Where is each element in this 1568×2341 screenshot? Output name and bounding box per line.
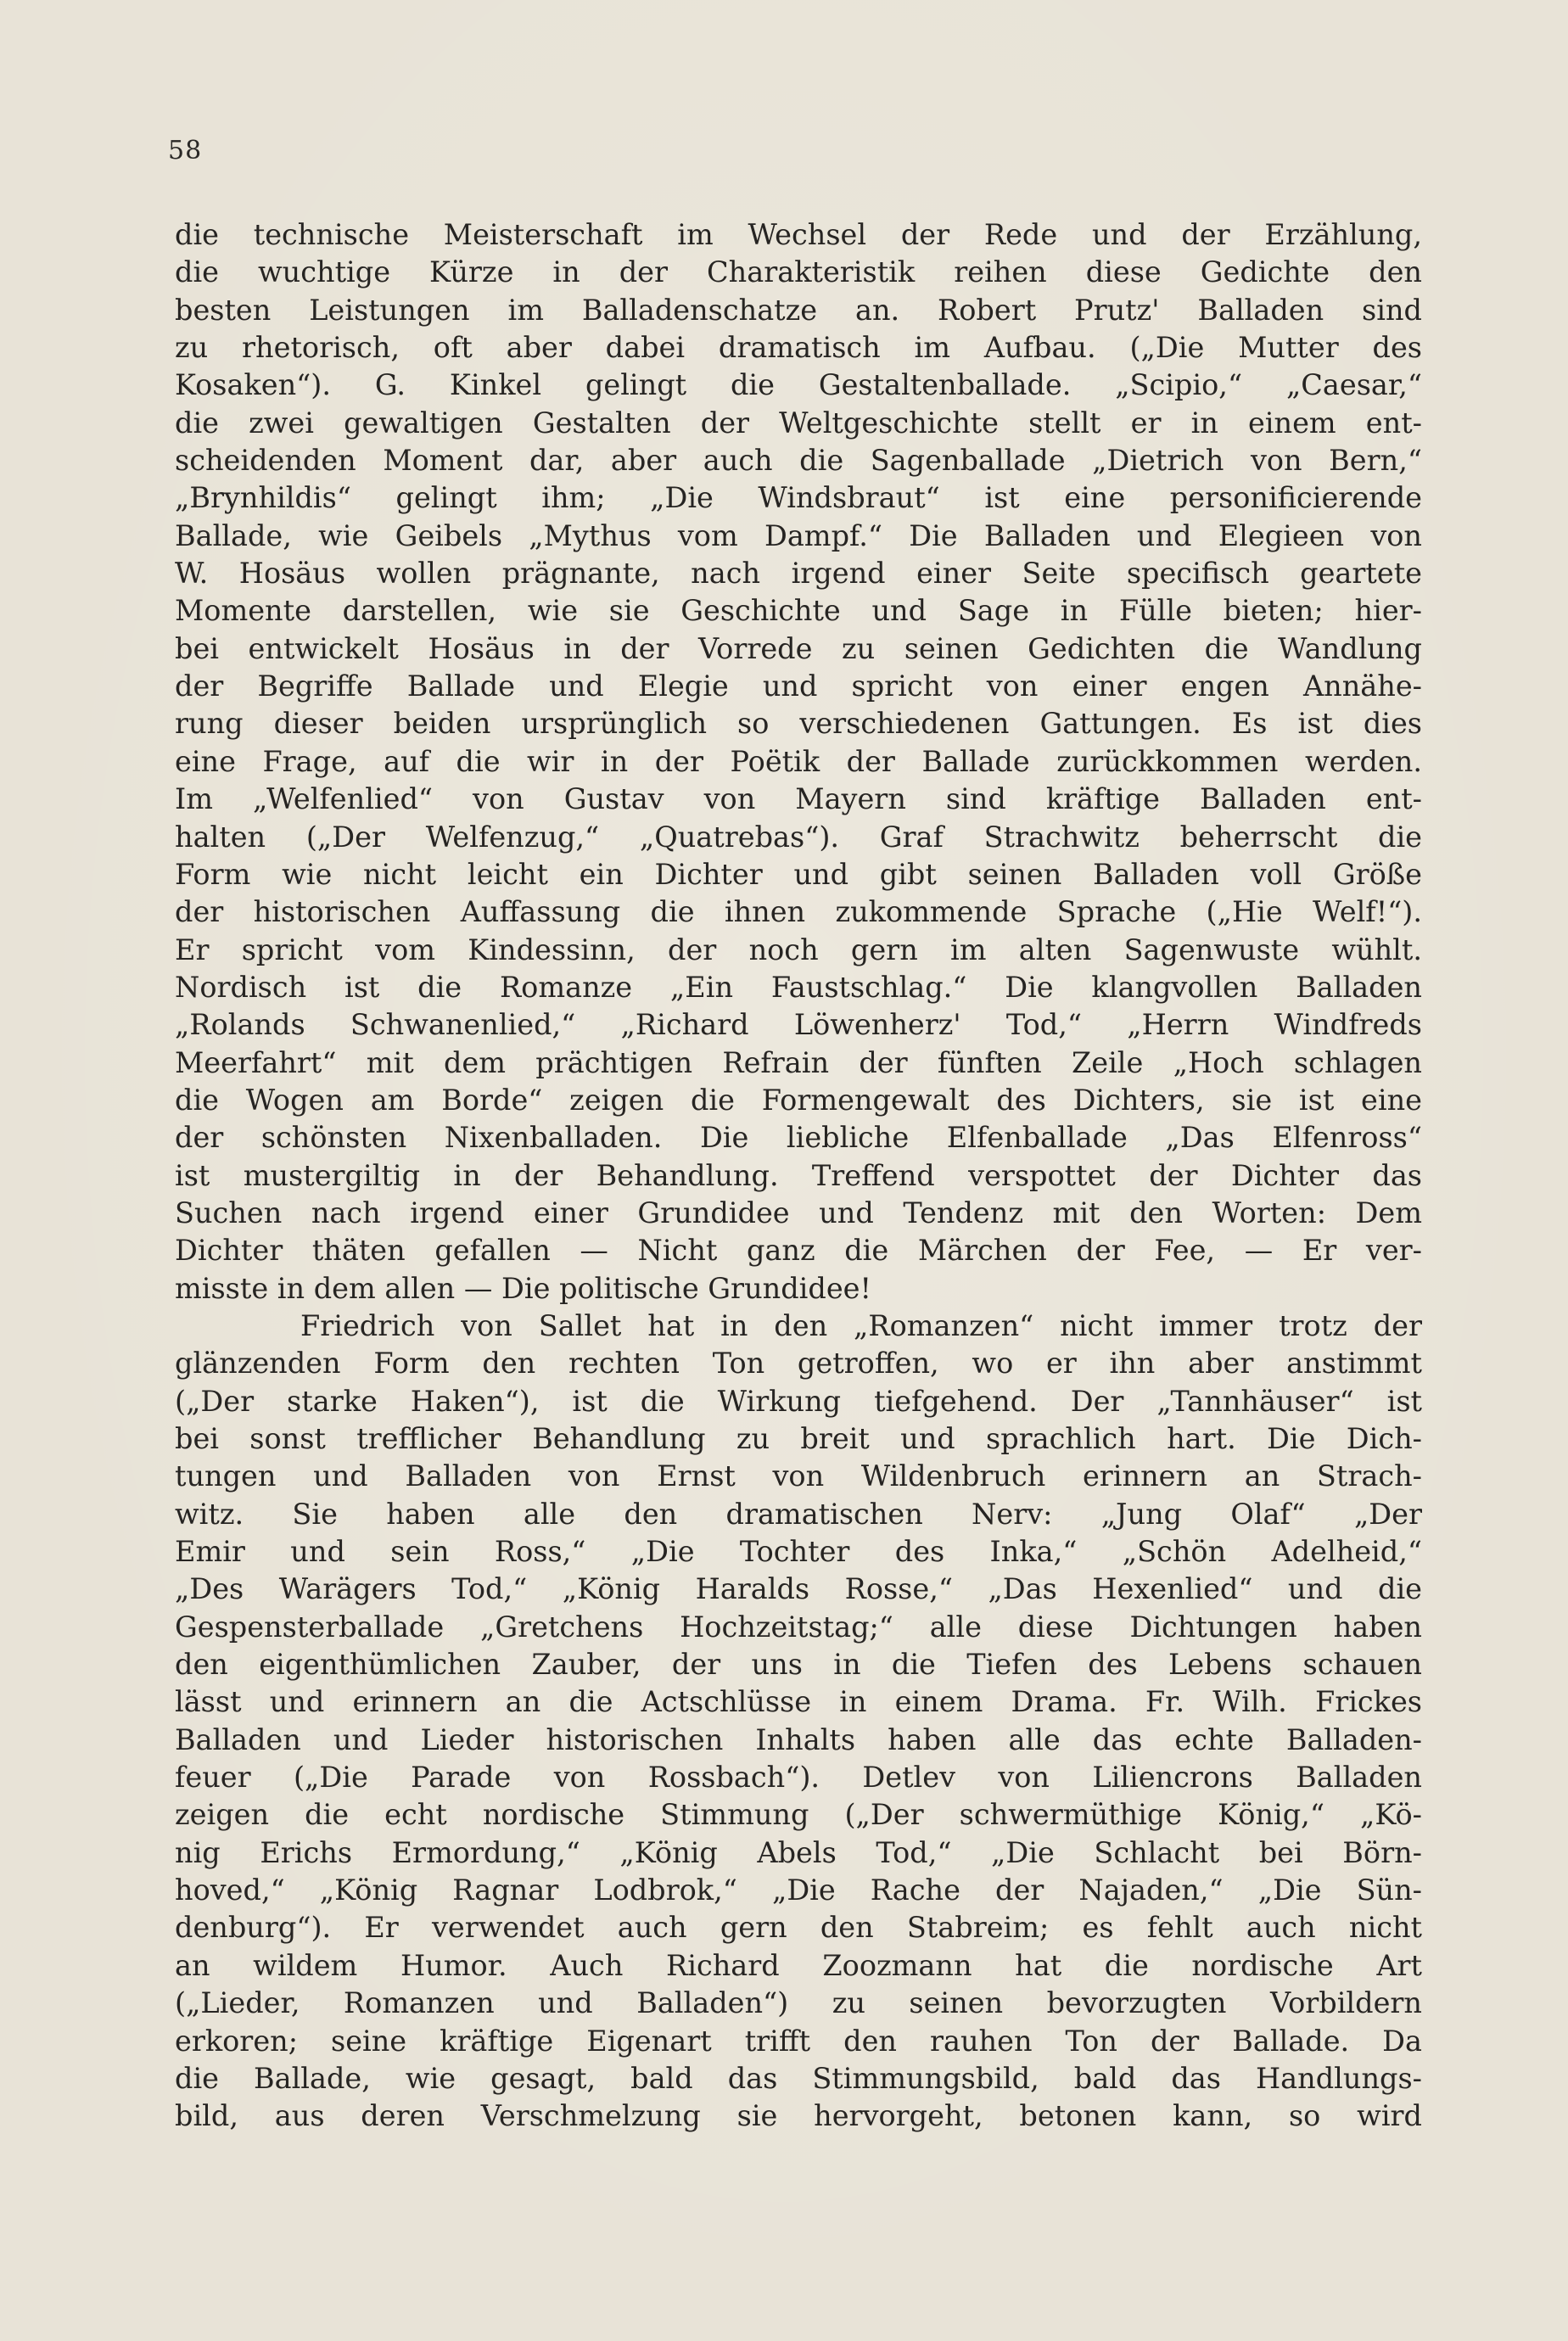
text-line: Er spricht vom Kindessinn, der noch gern im alten Sagenwuste wühlt. <box>175 932 1422 966</box>
text-line: „Rolands Schwanenlied,“ „Richard Löwenherz' Tod,“ „Herrn Windfreds <box>175 1008 1422 1042</box>
text-line: scheidenden Moment dar, aber auch die Sagenballade „Dietrich von Bern,“ <box>175 444 1422 478</box>
text-line: ist mustergiltig in der Behandlung. Treffend verspottet der Dichter das <box>175 1158 1422 1192</box>
page-number: 58 <box>168 136 203 165</box>
text-line: Form wie nicht leicht ein Dichter und gibt seinen Balladen voll Größe <box>175 857 1422 891</box>
text-line: W. Hosäus wollen prägnante, nach irgend einer Seite specifisch geartete <box>175 557 1422 591</box>
text-line: denburg“). Er verwendet auch gern den Stabreim; es fehlt auch nicht <box>175 1911 1422 1945</box>
text-line: zu rhetorisch, oft aber dabei dramatisch im Aufbau. („Die Mutter des <box>175 331 1422 365</box>
text-line: („Der starke Haken“), ist die Wirkung tiefgehend. Der „Tannhäuser“ ist <box>175 1384 1422 1418</box>
text-line: die Wogen am Borde“ zeigen die Formengewalt des Dichters, sie ist eine <box>175 1083 1422 1117</box>
text-line: tungen und Balladen von Ernst von Wildenbruch erinnern an Strach- <box>175 1459 1422 1493</box>
text-line: die zwei gewaltigen Gestalten der Weltgeschichte stellt er in einem ent- <box>175 406 1422 440</box>
text-line: „Des Warägers Tod,“ „König Haralds Rosse,“ „Das Hexenlied“ und die <box>175 1572 1422 1606</box>
text-line: bei entwickelt Hosäus in der Vorrede zu seinen Gedichten die Wandlung <box>175 631 1422 665</box>
text-line: Emir und sein Ross,“ „Die Tochter des Inka,“ „Schön Adelheid,“ <box>175 1535 1422 1569</box>
text-line: die Ballade, wie gesagt, bald das Stimmungsbild, bald das Handlungs- <box>175 2061 1422 2095</box>
text-line: Momente darstellen, wie sie Geschichte und Sage in Fülle bieten; hier- <box>175 594 1422 628</box>
text-line: „Brynhildis“ gelingt ihm; „Die Windsbraut“ ist eine personificierende <box>175 481 1422 515</box>
text-line: die technische Meisterschaft im Wechsel der Rede und der Erzählung, <box>175 218 1422 251</box>
text-line: halten („Der Welfenzug,“ „Quatrebas“). Graf Strachwitz beherrscht die <box>175 820 1422 854</box>
text-line: witz. Sie haben alle den dramatischen Nerv: „Jung Olaf“ „Der <box>175 1497 1422 1531</box>
text-line: Friedrich von Sallet hat in den „Romanzen“ nicht immer trotz der <box>300 1308 1422 1342</box>
text-line: bei sonst trefflicher Behandlung zu breit und sprachlich hart. Die Dich- <box>175 1422 1422 1455</box>
text-line: Ballade, wie Geibels „Mythus vom Dampf.“ Die Balladen und Elegieen von <box>175 518 1422 552</box>
text-line: eine Frage, auf die wir in der Poëtik der Ballade zurückkommen werden. <box>175 744 1422 778</box>
text-line: Im „Welfenlied“ von Gustav von Mayern sind kräftige Balladen ent- <box>175 782 1422 816</box>
body-text <box>175 216 1422 2173</box>
text-line: nig Erichs Ermordung,“ „König Abels Tod,“ „Die Schlacht bei Börn- <box>175 1835 1422 1869</box>
text-line: Balladen und Lieder historischen Inhalts haben alle das echte Balladen- <box>175 1722 1422 1756</box>
text-line: besten Leistungen im Balladenschatze an. Robert Prutz' Balladen sind <box>175 293 1422 327</box>
text-line <box>175 2136 1422 2173</box>
text-line: („Lieder, Romanzen und Balladen“) zu seinen bevorzugten Vorbildern <box>175 1986 1422 2020</box>
text-line: die wuchtige Kürze in der Charakteristik reihen diese Gedichte den <box>175 255 1422 289</box>
text-line: hoved,“ „König Ragnar Lodbrok,“ „Die Rache der Najaden,“ „Die Sün- <box>175 1873 1422 1907</box>
text-line: Nordisch ist die Romanze „Ein Faustschlag.“ Die klangvollen Balladen <box>175 970 1422 1004</box>
text-line: der historischen Auffassung die ihnen zukommende Sprache („Hie Welf!“). <box>175 895 1422 929</box>
text-line: Meerfahrt“ mit dem prächtigen Refrain der fünften Zeile „Hoch schlagen <box>175 1045 1422 1079</box>
text-line: Suchen nach irgend einer Grundidee und Tendenz mit den Worten: Dem <box>175 1196 1422 1229</box>
text-line: Dichter thäten gefallen — Nicht ganz die Märchen der Fee, — Er ver- <box>175 1234 1422 1268</box>
text-line: der Begriffe Ballade und Elegie und spricht von einer engen Annähe- <box>175 669 1422 703</box>
text-line: zeigen die echt nordische Stimmung („Der schwermüthige König,“ „Kö- <box>175 1798 1422 1832</box>
text-line: rung dieser beiden ursprünglich so verschiedenen Gattungen. Es ist dies <box>175 707 1422 741</box>
text-line: erkoren; seine kräftige Eigenart trifft den rauhen Ton der Ballade. Da <box>175 2024 1422 2058</box>
text-line: Gespensterballade „Gretchens Hochzeitstag;“ alle diese Dichtungen haben <box>175 1610 1422 1644</box>
text-line: glänzenden Form den rechten Ton getroffen, wo er ihn aber anstimmt <box>175 1347 1422 1381</box>
text-line: feuer („Die Parade von Rossbach“). Detlev von Liliencrons Balladen <box>175 1761 1422 1795</box>
text-line: lässt und erinnern an die Actschlüsse in einem Drama. Fr. Wilh. Frickes <box>175 1685 1422 1719</box>
text-line: den eigenthümlichen Zauber, der uns in die Tiefen des Lebens schauen <box>175 1648 1422 1682</box>
text-line: der schönsten Nixenballaden. Die liebliche Elfenballade „Das Elfenross“ <box>175 1121 1422 1155</box>
text-line: an wildem Humor. Auch Richard Zoozmann hat die nordische Art <box>175 1948 1422 1982</box>
text-line: Kosaken“). G. Kinkel gelingt die Gestaltenballade. „Scipio,“ „Caesar,“ <box>175 368 1422 402</box>
text-line: bild, aus deren Verschmelzung sie hervorgeht, betonen kann, so wird <box>175 2099 1422 2133</box>
text-line: misste in dem allen — Die politische Grundidee! <box>175 1271 871 1305</box>
